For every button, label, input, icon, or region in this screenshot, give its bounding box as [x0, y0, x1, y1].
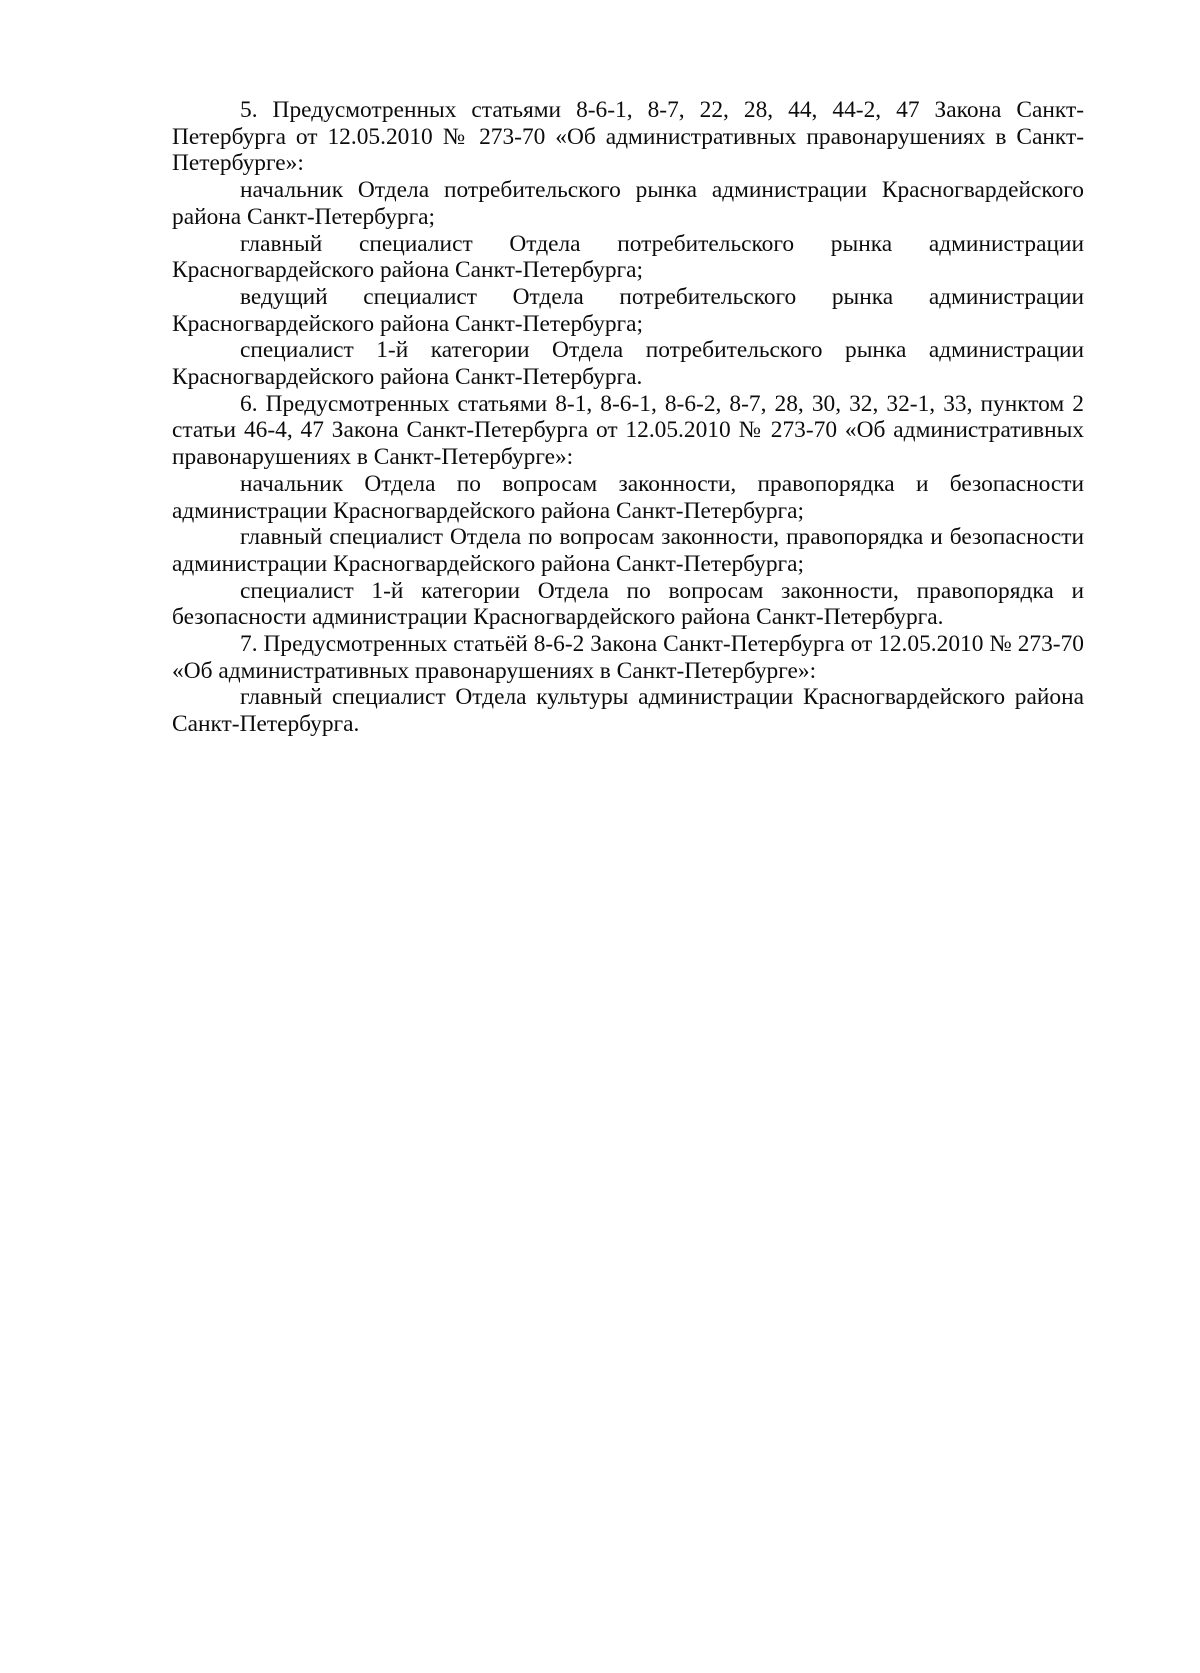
paragraph-item-7-intro: 7. Предусмотренных статьёй 8-6-2 Закона Санкт-Петербурга от 12.05.2010 № 273-70 «Об административных правонарушениях в Санкт-Петербурге»:: [172, 631, 1084, 684]
paragraph-consumer-market-lead-specialist: ведущий специалист Отдела потребительского рынка администрации Красногвардейского района Санкт-Петербурга;: [172, 283, 1084, 337]
paragraph-consumer-market-specialist-1st-category: специалист 1-й категории Отдела потребительского рынка администрации Красногвардейского района Санкт-Петербурга.: [172, 337, 1084, 391]
paragraph-legality-dept-specialist-1st-category: специалист 1-й категории Отдела по вопросам законности, правопорядка и безопасности администрации Красногвардейского района Санкт-Петербурга.: [172, 577, 1084, 631]
paragraph-consumer-market-head: начальник Отдела потребительского рынка администрации Красногвардейского района Санкт-Петербурга;: [172, 177, 1084, 230]
paragraph-legality-dept-head: начальник Отдела по вопросам законности, правопорядка и безопасности администрации Красногвардейского района Санкт-Петербурга;: [172, 470, 1084, 524]
paragraph-legality-dept-chief-specialist: главный специалист Отдела по вопросам законности, правопорядка и безопасности администрации Красногвардейского района Санкт-Петербурга;: [172, 524, 1084, 577]
paragraph-item-5-intro: 5. Предусмотренных статьями 8-6-1, 8-7, 22, 28, 44, 44-2, 47 Закона Санкт-Петербурга от 12.05.2010 № 273-70 «Об административных правонарушениях в Санкт-Петербурге»:: [172, 97, 1084, 177]
paragraph-consumer-market-chief-specialist: главный специалист Отдела потребительского рынка администрации Красногвардейского района Санкт-Петербурга;: [172, 230, 1084, 284]
paragraph-item-6-intro: 6. Предусмотренных статьями 8-1, 8-6-1, 8-6-2, 8-7, 28, 30, 32, 32-1, 33, пунктом 2 статьи 46-4, 47 Закона Санкт-Петербурга от 12.05.2010 № 273-70 «Об административных правонарушениях в Санкт-Петербурге»:: [172, 390, 1084, 471]
paragraph-culture-dept-chief-specialist: главный специалист Отдела культуры администрации Красногвардейского района Санкт-Петербурга.: [172, 684, 1084, 738]
document-body: [172, 97, 1084, 738]
